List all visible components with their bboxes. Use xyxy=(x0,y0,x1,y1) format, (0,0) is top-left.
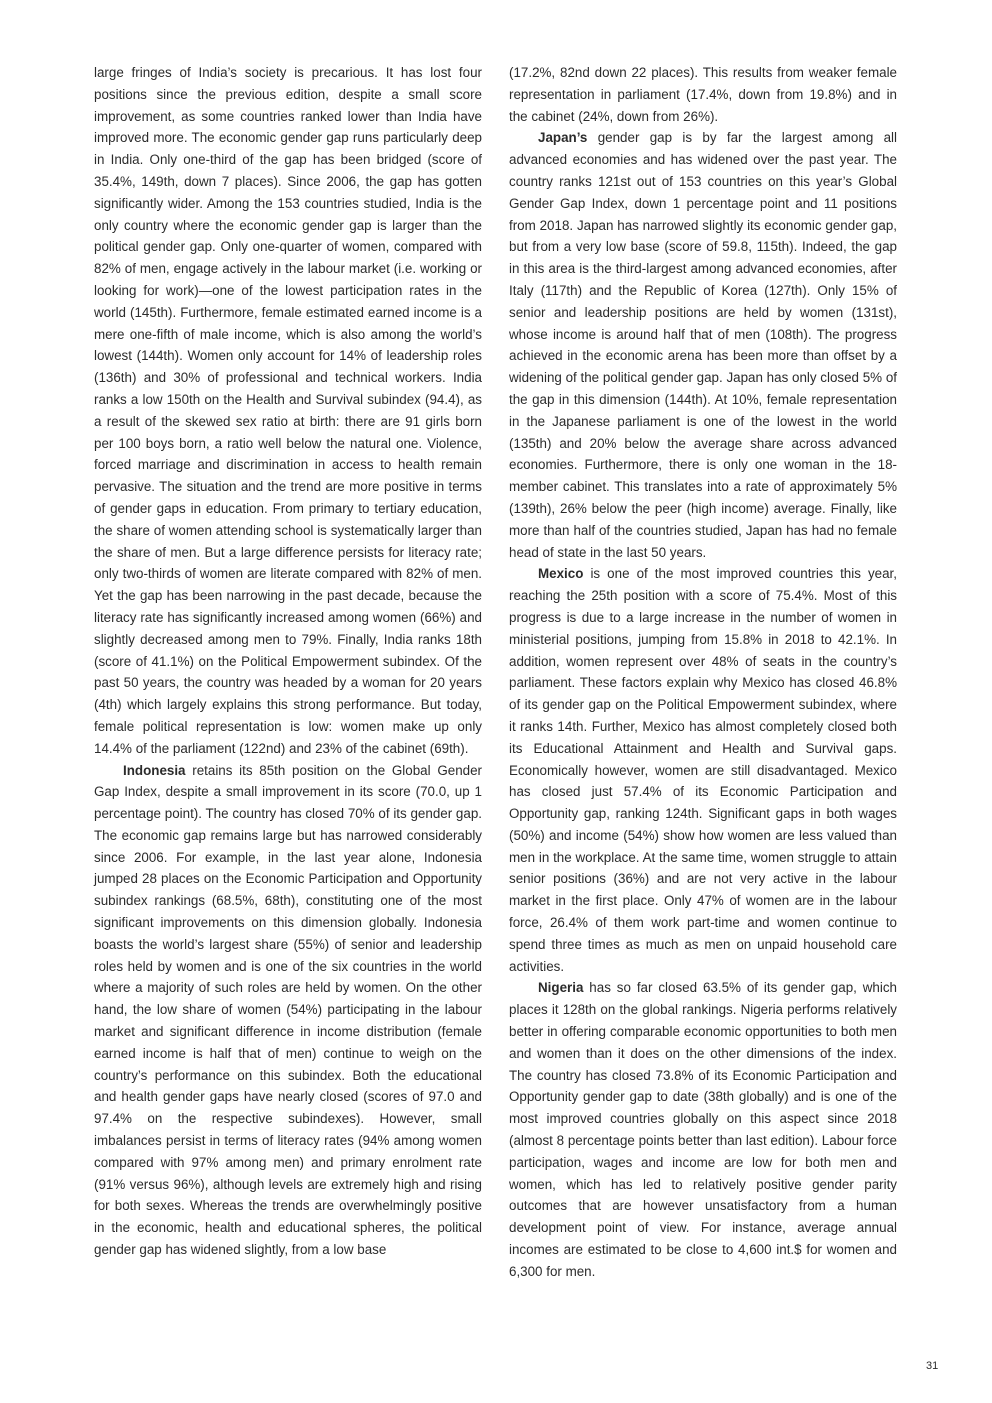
country-name-japan: Japan’s xyxy=(538,130,588,146)
indonesia-paragraph xyxy=(94,760,482,1261)
country-name-mexico: Mexico xyxy=(538,566,584,582)
indonesia-paragraph-continued: (17.2%, 82nd down 22 places). This results from weaker female representation in parliament (17.4%, down from 19.8%) and in the cabinet (24%, down from 26%). xyxy=(509,65,897,124)
japan-paragraph xyxy=(509,127,897,563)
mexico-paragraph xyxy=(509,563,897,977)
right-column xyxy=(509,62,897,1283)
page-number: 31 xyxy=(926,1360,939,1372)
left-column xyxy=(94,62,482,1261)
country-name-nigeria: Nigeria xyxy=(538,980,584,996)
india-paragraph-continued: large fringes of India’s society is precarious. It has lost four positions since the previous edition, despite a small score improvement, as some countries ranked lower than India have improved more. The economic gender gap runs particularly deep in India. Only one-third of the gap has been bridged (score of 35.4%, 149th, down 7 places). Since 2006, the gap has gotten significantly wider. Among the 153 countries studied, India is the only country where the economic gender gap is larger than the political gender gap. Only one-quarter of women, compared with 82% of men, engage actively in the labour market (i.e. working or looking for work)—one of the lowest participation rates in the world (145th). Furthermore, female estimated earned income is a mere one-fifth of male income, which is also among the world’s lowest (144th). Women only account for 14% of leadership roles (136th) and 30% of professional and technical workers. India ranks a low 150th on the Health and Survival subindex (94.4), as a result of the skewed sex ratio at birth: there are 91 girls born per 100 boys born, a ratio well below the natural one. Violence, forced marriage and discrimination in access to health remain pervasive. The situation and the trend are more positive in terms of gender gaps in education. From primary to tertiary education, the share of women attending school is systematically larger than the share of men. But a large difference persists for literacy rate; only two-thirds of women are literate compared with 82% of men. Yet the gap has been narrowing in the past decade, because the literacy rate has significantly increased among women (66%) and slightly decreased among men to 79%. Finally, India ranks 18th (score of 41.1%) on the Political Empowerment subindex. Of the past 50 years, the country was headed by a woman for 20 years (4th) which largely explains this strong performance. But today, female political representation is low: women make up only 14.4% of the parliament (122nd) and 23% of the cabinet (69th). xyxy=(94,65,482,756)
nigeria-body: has so far closed 63.5% of its gender gap, which places it 128th on the global rankings. Nigeria performs relatively better in offering comparable economic opportunities to both men and women than it does on the other dimensions of the index. The country has closed 73.8% of its Economic Participation and Opportunity gender gap to date (38th globally) and is one of the most improved countries globally on this aspect since 2018 (almost 8 percentage points better than last edition). Labour force participation, wages and income are low for both men and women, which has led to relatively positive gender parity outcomes that are however unsatisfactory from a human development point of view. For instance, average annual incomes are estimated to be close to 4,600 int.$ for women and 6,300 for men. xyxy=(509,980,897,1279)
country-name-indonesia: Indonesia xyxy=(123,762,186,778)
mexico-body: is one of the most improved countries this year, reaching the 25th position with a score of 75.4%. Most of this progress is due to a large increase in the number of women in ministerial positions, jumping from 15.8% in 2018 to 42.1%. In addition, women represent over 48% of seats in the country’s parliament. These factors explain why Mexico has closed 46.8% of its gender gap on the Political Empowerment subindex, where it ranks 14th. Further, Mexico has almost completely closed both its Educational Attainment and Health and Survival gaps. Economically however, women are still disadvantaged. Mexico has closed just 57.4% of its Economic Participation and Opportunity gap, ranking 124th. Significant gaps in both wages (50%) and income (54%) show how women are less valued than men in the workplace. At the same time, women struggle to attain senior positions (36%) and are not very active in the labour market in the first place. Only 47% of women are in the labour force, 26.4% of them work part-time and women continue to spend three times as much as men on unpaid household care activities. xyxy=(509,566,897,974)
indonesia-body: retains its 85th position on the Global Gender Gap Index, despite a small improvement in its score (70.0, up 1 percentage point). The country has closed 70% of its gender gap. The economic gap remains large but has narrowed considerably since 2006. For example, in the last year alone, Indonesia jumped 28 places on the Economic Participation and Opportunity subindex rankings (68.5%, 68th), constituting one of the most significant improvements on this dimension globally. Indonesia boasts the world’s largest share (55%) of senior and leadership roles held by women and is one of the six countries in the world where a majority of such roles are held by women. On the other hand, the low share of women (54%) participating in the labour market and significant difference in income distribution (female earned income is half that of men) continue to weigh on the country’s performance on this subindex. Both the educational and health gender gaps have nearly closed (scores of 97.0 and 97.4% on the respective subindexes). However, small imbalances persist in terms of literacy rates (94% among women compared with 97% among men) and primary enrolment rate (91% versus 96%), although levels are extremely high and rising for both sexes. Whereas the trends are overwhelmingly positive in the economic, health and educational spheres, the political gender gap has widened slightly, from a low base xyxy=(94,762,482,1258)
japan-body: gender gap is by far the largest among all advanced economies and has widened over the past year. The country ranks 121st out of 153 countries on this year’s Global Gender Gap Index, down 1 percentage point and 11 positions from 2018. Japan has narrowed slightly its economic gender gap, but from a very low base (score of 59.8, 115th). Indeed, the gap in this area is the third-largest among advanced economies, after Italy (117th) and the Republic of Korea (127th). Only 15% of senior and leadership positions are held by women (131st), whose income is around half that of men (108th). The progress achieved in the economic arena has been more than offset by a widening of the political gender gap. Japan has only closed 5% of the gap in this dimension (144th). At 10%, female representation in the Japanese parliament is one of the lowest in the world (135th) and 20% below the average share across advanced economies. Furthermore, there is only one woman in the 18-member cabinet. This translates into a rate of approximately 5% (139th), 26% below the peer (high income) average. Finally, like more than half of the countries studied, Japan has had no female head of state in the last 50 years. xyxy=(509,130,897,560)
nigeria-paragraph xyxy=(509,977,897,1282)
